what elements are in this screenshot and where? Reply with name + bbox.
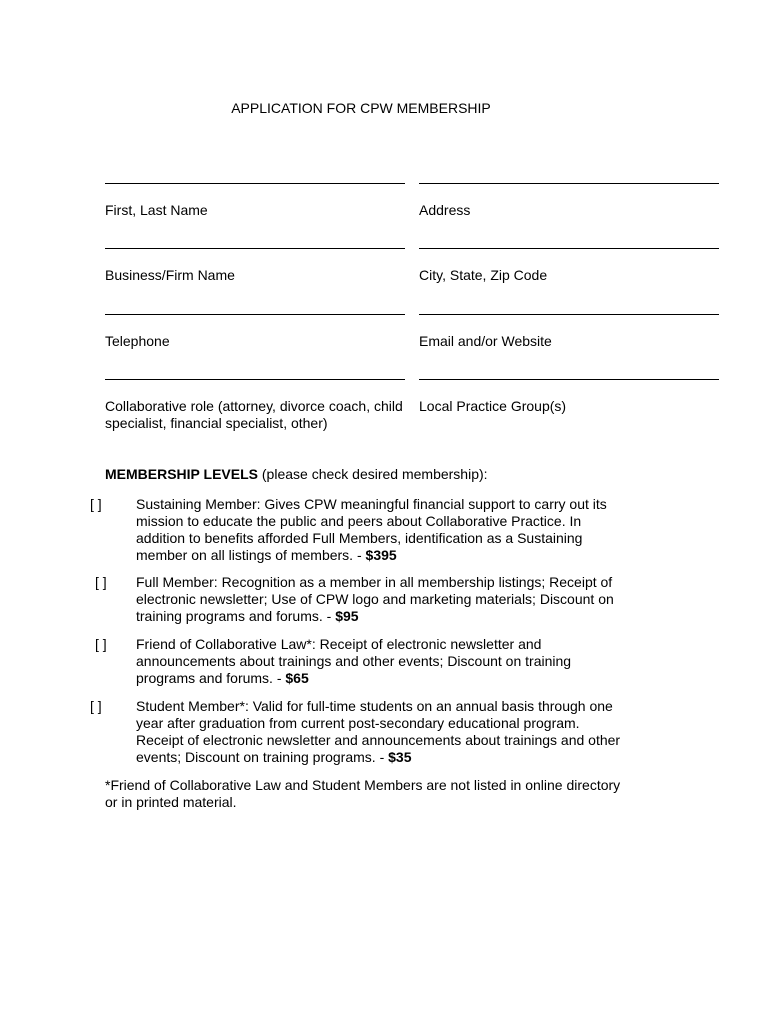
- sustaining-member-description: [136, 496, 626, 564]
- sustaining-member-price: $395: [365, 547, 397, 563]
- business-firm-name-line[interactable]: [105, 248, 405, 249]
- city-state-zip-line[interactable]: [419, 248, 719, 249]
- full-member-text: Full Member: Recognition as a member in all membership listings; Receipt of electronic newsletter; Use of CPW logo and marketing materials; Discount on training programs and forums. -: [136, 574, 614, 624]
- email-website-line[interactable]: [419, 314, 719, 315]
- collaborative-role-label: Collaborative role (attorney, divorce coach, child specialist, financial specialist, other): [105, 398, 403, 431]
- telephone-line[interactable]: [105, 314, 405, 315]
- full-member-description: [136, 574, 626, 625]
- first-last-name-label: First, Last Name: [105, 202, 208, 218]
- membership-footnote: *Friend of Collaborative Law and Student Members are not listed in online directory or in printed material.: [105, 777, 621, 810]
- full-member-price: $95: [335, 608, 359, 624]
- collaborative-role-line[interactable]: [105, 379, 405, 380]
- page-title: APPLICATION FOR CPW MEMBERSHIP: [231, 100, 491, 116]
- student-member-checkbox[interactable]: [ ]: [90, 698, 102, 714]
- address-line[interactable]: [419, 183, 719, 184]
- membership-levels-heading: [105, 466, 665, 483]
- telephone-label: Telephone: [105, 333, 170, 349]
- local-practice-group-label: Local Practice Group(s): [419, 398, 567, 414]
- student-member-text: Student Member*: Valid for full-time students on an annual basis through one year after graduation from current post-secondary educational program. Receipt of electronic newsletter and announcements about trainings and other events; Discount on training programs. -: [136, 698, 621, 765]
- friend-of-collaborative-law-description: [136, 636, 626, 687]
- friend-of-collaborative-law-text: Friend of Collaborative Law*: Receipt of electronic newsletter and announcements about trainings and other events; Discount on training programs and forums. -: [136, 636, 572, 686]
- student-member-price: $35: [388, 749, 412, 765]
- local-practice-group-line[interactable]: [419, 379, 719, 380]
- membership-levels-title: MEMBERSHIP LEVELS: [105, 466, 258, 482]
- email-website-label: Email and/or Website: [419, 333, 552, 349]
- membership-levels-instruction: (please check desired membership):: [258, 466, 488, 482]
- student-member-description: [136, 698, 626, 766]
- address-label: Address: [419, 202, 471, 218]
- friend-of-collaborative-law-price: $65: [285, 670, 309, 686]
- business-firm-name-label: Business/Firm Name: [105, 267, 235, 283]
- sustaining-member-text: Sustaining Member: Gives CPW meaningful financial support to carry out its mission to educate the public and peers about Collaborative Practice. In addition to benefits afforded Full Members, identification as a Sustaining member on all listings of members. -: [136, 496, 607, 563]
- full-member-checkbox[interactable]: [ ]: [95, 574, 107, 590]
- city-state-zip-label: City, State, Zip Code: [419, 267, 548, 283]
- friend-of-collaborative-law-checkbox[interactable]: [ ]: [95, 636, 107, 652]
- sustaining-member-checkbox[interactable]: [ ]: [90, 496, 102, 512]
- first-last-name-line[interactable]: [105, 183, 405, 184]
